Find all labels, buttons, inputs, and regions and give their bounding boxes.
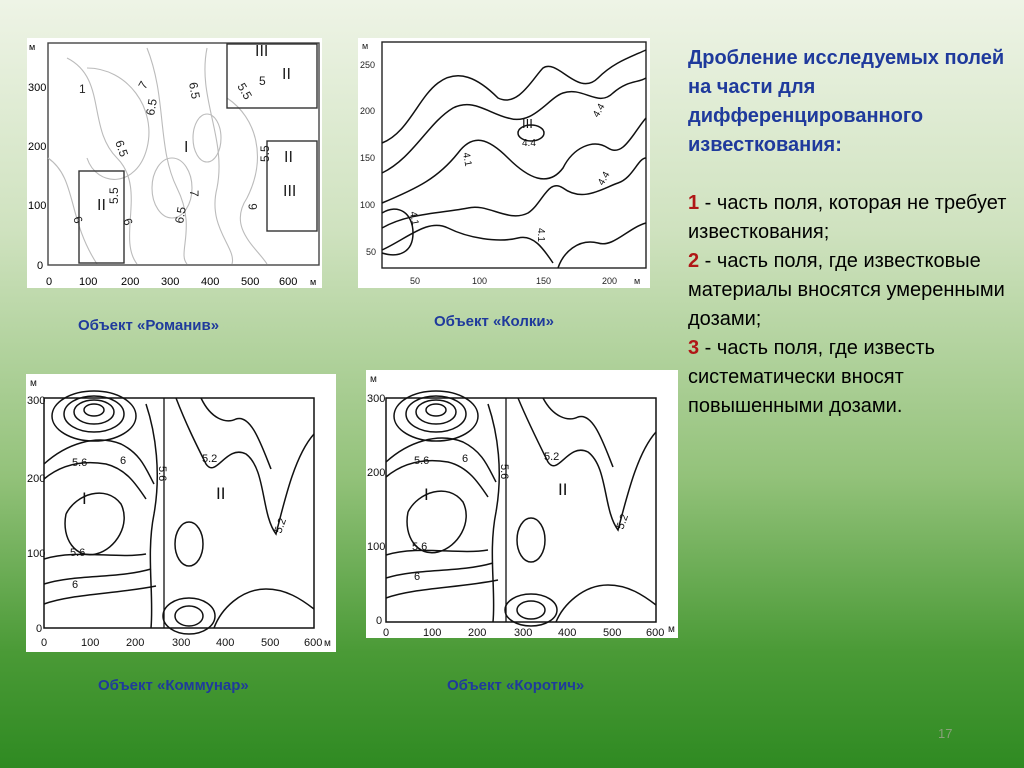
legend-text: - часть поля, где известь систематически вносят повышенными дозами. — [688, 337, 935, 417]
kommunar-zone-label: II — [216, 484, 226, 503]
kolki-zone-label: III — [522, 116, 533, 131]
map-romaniv — [27, 38, 322, 288]
romaniv-y-unit: м — [29, 42, 36, 52]
korotich-y-tick: 100 — [367, 541, 386, 553]
kommunar-x-tick: 300 — [172, 637, 191, 649]
romaniv-y-tick: 100 — [28, 200, 47, 212]
kolki-x-tick: 100 — [472, 276, 488, 286]
map-korotich — [366, 370, 678, 638]
korotich-contour-map — [366, 370, 678, 638]
kolki-contour-label: 4.4 — [522, 138, 536, 149]
korotich-x-tick: 200 — [468, 627, 487, 638]
romaniv-contour-label: 5.5 — [234, 80, 255, 102]
romaniv-contour-label: 6.5 — [112, 138, 132, 159]
caption-kommunar: Объект «Коммунар» — [98, 677, 249, 694]
korotich-contour-label: 5.6 — [414, 455, 430, 467]
romaniv-zone-label: II — [97, 197, 106, 214]
kommunar-zone-label: I — [82, 489, 87, 508]
page-number: 17 — [938, 726, 953, 741]
legend-number: 2 — [688, 250, 700, 272]
kommunar-y-tick: 0 — [36, 623, 43, 635]
korotich-y-tick: 0 — [376, 615, 383, 627]
kommunar-contour-label: 5.6 — [156, 466, 168, 482]
korotich-contour-label: 5.6 — [498, 464, 510, 480]
kolki-contour-label: 4.4 — [591, 101, 608, 120]
kommunar-contour-label: 5.6 — [70, 547, 86, 559]
korotich-contour-label: 5.2 — [544, 451, 560, 463]
kommunar-contour-map — [26, 374, 336, 652]
kommunar-contour-label: 5.2 — [272, 516, 290, 536]
korotich-x-unit: м — [668, 624, 675, 635]
kolki-x-tick: 200 — [602, 276, 618, 286]
kommunar-contour-label: 6 — [72, 579, 79, 591]
caption-kolki: Объект «Колки» — [434, 313, 554, 330]
kommunar-contour-label: 5.2 — [202, 453, 218, 465]
kolki-y-unit: м — [362, 41, 369, 51]
kommunar-contour-label: 5.6 — [72, 457, 88, 469]
kolki-x-unit: м — [634, 276, 641, 286]
legend-text: - часть поля, где известковые материалы вносятся умеренными дозами; — [688, 250, 1005, 330]
legend-item-1 — [688, 189, 1008, 247]
kolki-x-tick: 150 — [536, 276, 552, 286]
romaniv-x-tick: 400 — [201, 276, 220, 288]
korotich-contour-label: 6 — [414, 571, 421, 583]
legend-number: 3 — [688, 337, 700, 359]
romaniv-contour-label: 6.5 — [172, 205, 189, 225]
legend-panel — [688, 44, 1008, 421]
map-kolki — [358, 38, 650, 288]
romaniv-zone-label: II — [282, 66, 291, 83]
romaniv-zone-label: III — [283, 183, 297, 200]
romaniv-contour-label: 7 — [187, 190, 201, 197]
korotich-contour-label: 5.2 — [614, 512, 632, 532]
panel-title: Дробление исследуемых полей на части для дифференцированного известкования: — [688, 47, 1005, 156]
romaniv-contour-label: 5 — [259, 74, 266, 88]
romaniv-contour-label: 6 — [120, 216, 136, 228]
romaniv-x-tick: 300 — [161, 276, 180, 288]
romaniv-x-tick: 100 — [79, 276, 98, 288]
kolki-contour-label: 4.1 — [407, 210, 421, 227]
kommunar-x-tick: 400 — [216, 637, 235, 649]
korotich-zone-label: I — [424, 485, 429, 504]
romaniv-contour-label: 5.5 — [107, 187, 121, 204]
legend-text: - часть поля, которая не требует известкования; — [688, 192, 1007, 243]
romaniv-contour-label: 6 — [246, 203, 260, 210]
legend-item-2 — [688, 247, 1008, 334]
kommunar-x-tick: 500 — [261, 637, 280, 649]
kolki-x-tick: 50 — [410, 276, 421, 286]
korotich-x-tick: 300 — [514, 627, 533, 638]
kolki-y-tick: 250 — [360, 60, 376, 70]
caption-romaniv: Объект «Романив» — [78, 317, 220, 334]
romaniv-contour-label: 7 — [135, 78, 151, 92]
korotich-y-tick: 300 — [367, 393, 386, 405]
kolki-frame — [382, 42, 646, 268]
romaniv-zone-label: II — [284, 149, 293, 166]
romaniv-contour-map — [27, 38, 322, 288]
kolki-y-tick: 200 — [360, 106, 376, 116]
romaniv-y-tick: 0 — [37, 260, 44, 272]
legend-item-3 — [688, 334, 1008, 421]
korotich-x-tick: 100 — [423, 627, 442, 638]
korotich-x-tick: 400 — [558, 627, 577, 638]
kommunar-y-tick: 200 — [27, 473, 46, 485]
korotich-contour-label: 6 — [462, 453, 469, 465]
romaniv-x-tick: 0 — [46, 276, 53, 288]
kommunar-y-tick: 100 — [27, 548, 46, 560]
kommunar-y-unit: м — [30, 378, 37, 389]
kolki-contour-label: 4.4 — [596, 169, 613, 188]
kolki-y-tick: 100 — [360, 200, 376, 210]
kolki-y-tick: 150 — [360, 153, 376, 163]
kommunar-x-tick: 200 — [126, 637, 145, 649]
romaniv-contour-label: 6.5 — [186, 81, 203, 100]
kolki-y-tick: 50 — [366, 247, 377, 257]
korotich-zone-label: II — [558, 480, 568, 499]
romaniv-x-tick: 200 — [121, 276, 140, 288]
romaniv-x-tick: 500 — [241, 276, 260, 288]
romaniv-contour-label: 1 — [79, 82, 86, 96]
romaniv-x-unit: м — [310, 277, 317, 287]
korotich-contour-label: 5.6 — [412, 541, 428, 553]
kommunar-x-unit: м — [324, 638, 331, 649]
caption-korotich: Объект «Коротич» — [447, 677, 585, 694]
legend-number: 1 — [688, 192, 700, 214]
korotich-x-tick: 600 — [646, 627, 665, 638]
romaniv-contour-label: 6 — [70, 214, 86, 226]
kolki-contour-map — [358, 38, 650, 288]
korotich-y-unit: м — [370, 374, 377, 385]
kommunar-x-tick: 600 — [304, 637, 323, 649]
kolki-contour-label: 4.1 — [535, 228, 546, 242]
romaniv-contour-label: 5.5 — [258, 145, 272, 162]
romaniv-x-tick: 600 — [279, 276, 298, 288]
map-kommunar — [26, 374, 336, 652]
kommunar-y-tick: 300 — [27, 395, 46, 407]
kolki-contour-label: 4.1 — [460, 151, 474, 168]
korotich-x-tick: 500 — [603, 627, 622, 638]
romaniv-zone-label: I — [184, 139, 189, 156]
korotich-x-tick: 0 — [383, 627, 390, 638]
kommunar-x-tick: 0 — [41, 637, 48, 649]
korotich-y-tick: 200 — [367, 467, 386, 479]
kommunar-contour-label: 6 — [120, 455, 127, 467]
romaniv-y-tick: 300 — [28, 82, 47, 94]
romaniv-y-tick: 200 — [28, 141, 47, 153]
romaniv-zone-label: III — [255, 43, 269, 60]
romaniv-contour-label: 6.5 — [143, 97, 160, 117]
kommunar-x-tick: 100 — [81, 637, 100, 649]
